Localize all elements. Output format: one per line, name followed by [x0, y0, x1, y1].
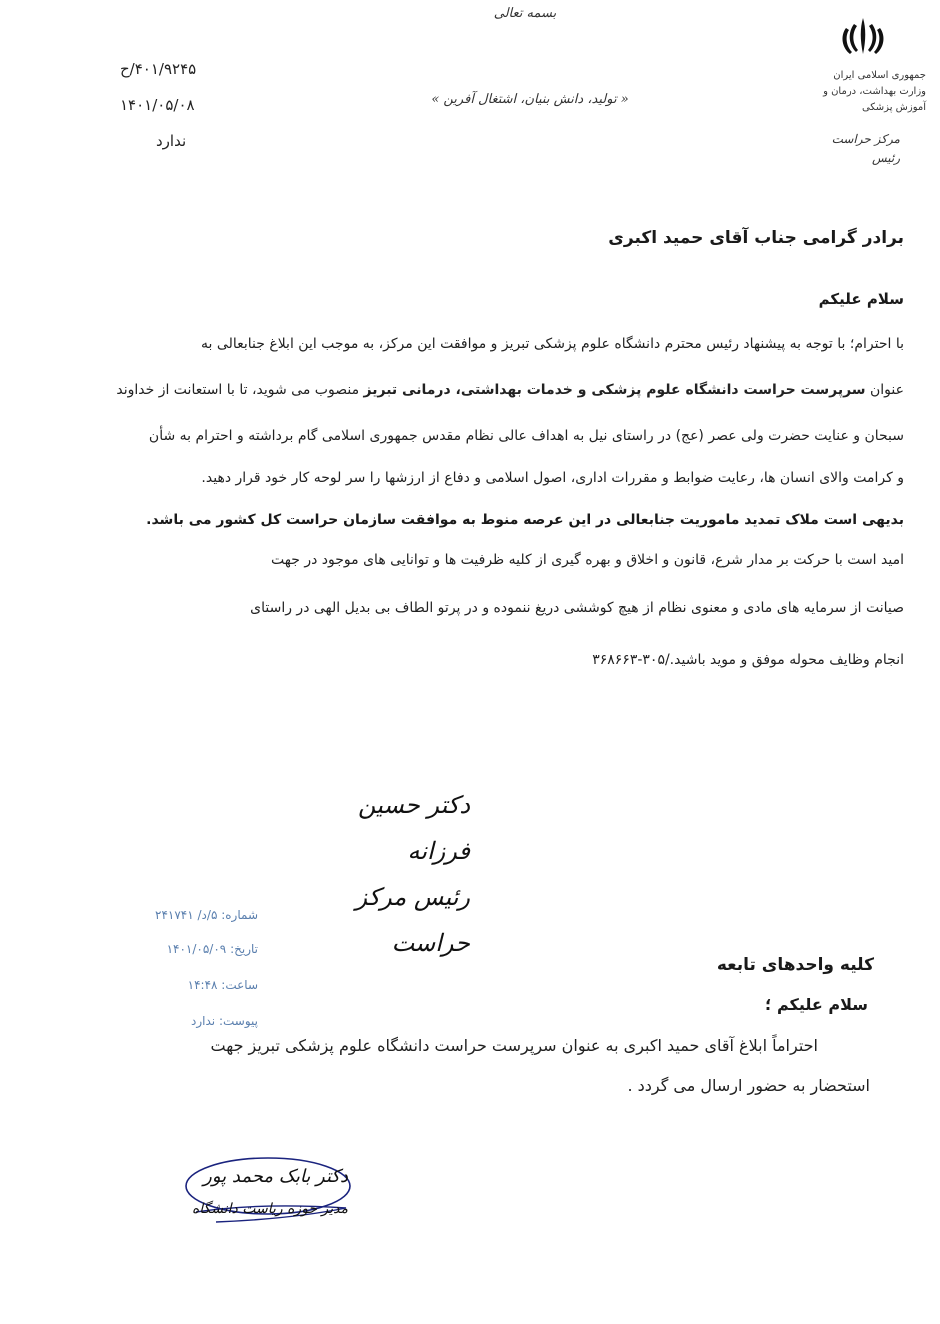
forward-greeting: سلام علیکم ؛ — [765, 995, 868, 1014]
bold-sentence: بدیهی است ملاک تمدید ماموریت جنابعالی در این عرصه منوط به موافقت سازمان حراست کل کشور می باشد. — [146, 512, 904, 528]
slogan: « تولید، دانش بنیان، اشتغال آفرین » — [431, 92, 629, 107]
letter-date: ۱۴۰۱/۰۵/۰۸ — [120, 96, 195, 114]
body-line-2-pre: عنوان — [865, 382, 904, 398]
signature2-title: مدیر حوزه ریاست دانشگاه — [191, 1201, 348, 1217]
letter-number: ۴۰۱/۹۲۴۵/ح — [120, 60, 197, 78]
forward-title: کلیه واحدهای تابعه — [716, 955, 874, 975]
body-line-2-bold: سرپرست حراست دانشگاه علوم پزشکی و خدمات بهداشتی، درمانی تبریز — [363, 382, 866, 398]
sender-block — [790, 130, 900, 168]
forward-line-2: استحضار به حضور ارسال می گردد . — [627, 1076, 870, 1095]
stamp-number — [142, 908, 258, 922]
sender-line1: مرکز حراست — [831, 132, 900, 146]
stamp-date-label: تاریخ: — [230, 942, 258, 956]
stamp-date — [142, 942, 258, 956]
ministry-block — [796, 68, 926, 116]
body-line-4-text: و کرامت والای انسان ها، رعایت ضوابط و مقررات اداری، اصول اسلامی و دفاع از ارزشها را سر لوحه کار خود قرار دهید. — [201, 470, 904, 486]
ministry-line2: وزارت بهداشت، درمان و آموزش پزشکی — [823, 86, 926, 113]
signature-mohammadpour — [178, 1160, 348, 1224]
stamp-date-value: ۱۴۰۱/۰۵/۰۹ — [166, 942, 227, 956]
stamp-time-label: ساعت: — [221, 978, 258, 992]
top-heading: بسمه تعالی — [493, 6, 557, 21]
body-line-2-post: منصوب می شوید، تا با استعانت از خداوند — [116, 382, 364, 398]
body-line-4 — [34, 470, 904, 486]
stamp-attachment-label: پیوست: — [218, 1014, 258, 1028]
closing-line-3: انجام وظایف محوله موفق و موید باشید./۳۰۵-۳۶۸۶۶۳ — [592, 652, 904, 668]
closing-line-1: امید است با حرکت بر مدار شرع، قانون و اخلاق و بهره گیری از کلیه ظرفیت ها و توانایی های موجود در جهت — [271, 552, 904, 568]
body-line-3 — [34, 428, 904, 444]
sender-line2: رئیس — [871, 151, 900, 165]
signature-name: دکتر حسین فرزانه — [358, 791, 470, 865]
stamp-attachment — [142, 1014, 258, 1028]
letter-attachment: ندارد — [156, 132, 187, 150]
stamp-number-value: ۵/د/ ۲۴۱۷۴۱ — [155, 908, 218, 922]
stamp-time — [142, 978, 258, 992]
body-line-1-text: با احترام؛ با توجه به پیشنهاد رئیس محترم دانشگاه علوم پزشکی تبریز و موافقت این مرکز، به موجب این ابلاغ جنابعالی به — [201, 336, 904, 352]
stamp-attachment-value: ندارد — [191, 1014, 216, 1028]
signature2-name: دکتر بابک محمد پور — [203, 1166, 348, 1187]
body-line-3-text: سبحان و عنایت حضرت ولی عصر (عج) در راستای نیل به اهداف عالی نظام مقدس جمهوری اسلامی گام برداشته و احترام به شأن — [148, 428, 904, 444]
recipient: برادر گرامی جناب آقای حمید اکبری — [608, 228, 904, 248]
greeting: سلام علیکم — [818, 290, 904, 308]
stamp-number-label: شماره: — [221, 908, 258, 922]
forward-line-1: احتراماً ابلاغ آقای حمید اکبری به عنوان سرپرست حراست دانشگاه علوم پزشکی تبریز جهت — [210, 1036, 818, 1055]
stamp-time-value: ۱۴:۴۸ — [187, 978, 218, 992]
iran-emblem-icon — [840, 14, 886, 60]
signature-farzaneh — [300, 782, 470, 966]
body-line-1 — [34, 336, 904, 352]
body-line-2 — [34, 382, 904, 398]
signature-title: رئیس مرکز حراست — [355, 883, 470, 957]
closing-line-2: صیانت از سرمایه های مادی و معنوی نظام از هیچ کوششی دریغ ننموده و در پرتو الطاف بی بدیل الهی در راستای — [250, 600, 904, 616]
ministry-line1: جمهوری اسلامی ایران — [833, 70, 926, 81]
